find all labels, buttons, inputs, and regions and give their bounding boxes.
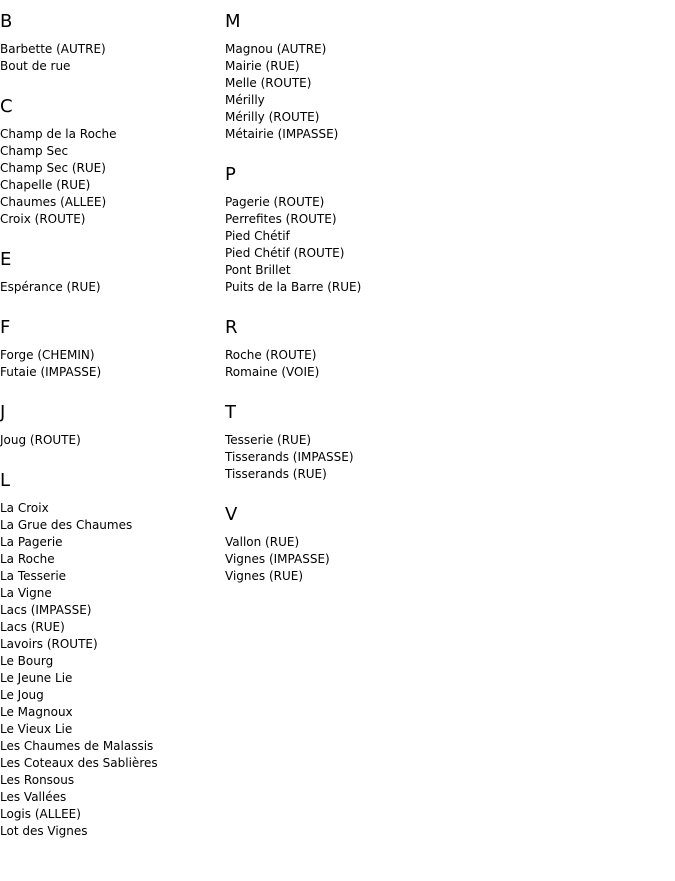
street-entry: Lacs (RUE)	[0, 620, 65, 634]
street-list	[0, 41, 220, 75]
street-entry: La Tesserie	[0, 569, 67, 583]
street-entry: Champ Sec	[0, 144, 69, 158]
street-entry: La Vigne	[0, 586, 52, 600]
street-entry: La Pagerie	[0, 535, 63, 549]
street-index-right-column	[225, 11, 445, 585]
street-entry: Lavoirs (ROUTE)	[0, 637, 98, 651]
letter-section	[0, 470, 220, 840]
street-entry: Le Joug	[0, 688, 44, 702]
street-entry: Tesserie (RUE)	[225, 433, 312, 447]
street-entry: Mairie (RUE)	[225, 59, 300, 73]
street-entry: Le Bourg	[0, 654, 54, 668]
letter-section	[0, 402, 220, 449]
street-entry: Le Magnoux	[0, 705, 73, 719]
street-entry: Champ de la Roche	[0, 127, 117, 141]
street-list	[0, 432, 220, 449]
street-entry: Logis (ALLEE)	[0, 807, 81, 821]
street-list	[0, 126, 220, 228]
street-entry: Mérilly	[225, 93, 265, 107]
letter-heading: J	[0, 402, 6, 423]
street-list	[225, 347, 445, 381]
street-entry: Romaine (VOIE)	[225, 365, 320, 379]
street-entry: Forge (CHEMIN)	[0, 348, 95, 362]
street-list	[0, 347, 220, 381]
letter-heading: M	[225, 11, 241, 32]
street-list	[0, 279, 220, 296]
street-list	[225, 432, 445, 483]
street-entry: Chaumes (ALLEE)	[0, 195, 107, 209]
street-entry: Barbette (AUTRE)	[0, 42, 106, 56]
letter-heading: R	[225, 317, 238, 338]
letter-section	[0, 11, 220, 75]
street-entry: Croix (ROUTE)	[0, 212, 86, 226]
street-entry: Tisserands (IMPASSE)	[225, 450, 354, 464]
street-entry: Pagerie (ROUTE)	[225, 195, 325, 209]
letter-section	[0, 249, 220, 296]
letter-section	[225, 402, 445, 483]
letter-section	[225, 164, 445, 296]
street-entry: Mérilly (ROUTE)	[225, 110, 320, 124]
letter-heading: F	[0, 317, 11, 338]
street-list	[225, 534, 445, 585]
street-entry: Melle (ROUTE)	[225, 76, 312, 90]
street-entry: Espérance (RUE)	[0, 280, 101, 294]
street-entry: Pont Brillet	[225, 263, 291, 277]
street-entry: Métairie (IMPASSE)	[225, 127, 339, 141]
street-entry: Vignes (IMPASSE)	[225, 552, 330, 566]
street-entry: Vignes (RUE)	[225, 569, 304, 583]
street-entry: La Croix	[0, 501, 49, 515]
letter-heading: T	[225, 402, 236, 423]
street-list	[225, 194, 445, 296]
street-entry: Les Vallées	[0, 790, 67, 804]
letter-heading: C	[0, 96, 13, 117]
letter-section	[225, 317, 445, 381]
street-entry: La Grue des Chaumes	[0, 518, 133, 532]
letter-heading: V	[225, 504, 238, 525]
street-entry: Pied Chétif (ROUTE)	[225, 246, 345, 260]
street-entry: Magnou (AUTRE)	[225, 42, 327, 56]
street-entry: Pied Chétif	[225, 229, 290, 243]
street-entry: Vallon (RUE)	[225, 535, 300, 549]
street-entry: Les Coteaux des Sablières	[0, 756, 158, 770]
street-index-left-column	[0, 11, 220, 840]
street-list	[225, 41, 445, 143]
street-entry: Le Jeune Lie	[0, 671, 73, 685]
street-entry: Lot des Vignes	[0, 824, 88, 838]
letter-heading: E	[0, 249, 12, 270]
letter-heading: L	[0, 470, 11, 491]
street-entry: Les Ronsous	[0, 773, 75, 787]
street-entry: Bout de rue	[0, 59, 71, 73]
street-entry: Champ Sec (RUE)	[0, 161, 106, 175]
street-entry: Perrefites (ROUTE)	[225, 212, 337, 226]
street-entry: Futaie (IMPASSE)	[0, 365, 102, 379]
letter-section	[225, 504, 445, 585]
street-entry: Le Vieux Lie	[0, 722, 73, 736]
street-entry: Tisserands (RUE)	[225, 467, 327, 481]
street-entry: Roche (ROUTE)	[225, 348, 317, 362]
street-entry: Puits de la Barre (RUE)	[225, 280, 362, 294]
street-entry: Les Chaumes de Malassis	[0, 739, 154, 753]
letter-section	[0, 317, 220, 381]
street-entry: Joug (ROUTE)	[0, 433, 81, 447]
street-list	[0, 500, 220, 840]
letter-heading: B	[0, 11, 13, 32]
letter-section	[225, 11, 445, 143]
letter-section	[0, 96, 220, 228]
street-entry: La Roche	[0, 552, 55, 566]
street-entry: Chapelle (RUE)	[0, 178, 91, 192]
letter-heading: P	[225, 164, 236, 185]
street-entry: Lacs (IMPASSE)	[0, 603, 92, 617]
